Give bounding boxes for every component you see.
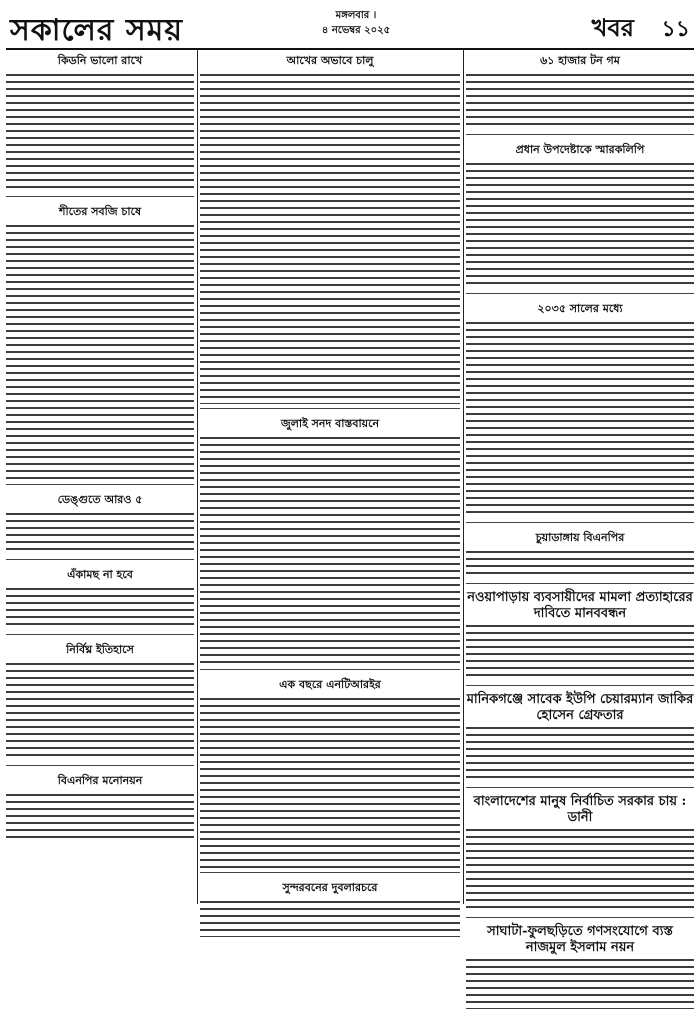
headline: জুলাই সনদ বাস্তবায়নে [280, 417, 380, 430]
headline: আখের অভাবে চালু [286, 54, 374, 67]
column-middle [200, 50, 460, 904]
headline: নওয়াপাড়ায় ব্যবসায়ীদের মামলা প্রত্যাহারের দাবিতে মানববন্ধন [467, 590, 693, 621]
article [200, 676, 460, 873]
article [200, 879, 460, 941]
body-text [466, 829, 694, 913]
column-left [6, 50, 194, 904]
body-text [466, 727, 694, 783]
body-text [466, 74, 694, 130]
article [6, 52, 194, 197]
section-title: খবর [591, 13, 634, 42]
headline: ডেঙ্গুতে আরও ৫ [57, 493, 143, 506]
article [200, 415, 460, 670]
headline: এঁকামছ না হবে [67, 568, 133, 581]
article [466, 590, 694, 686]
headline: ২০৩৫ সালের মধ্যে [537, 302, 623, 315]
body-text [466, 551, 694, 579]
body-text [200, 698, 460, 868]
masthead [6, 4, 694, 50]
headline: কিডনি ভালো রাখে [57, 54, 143, 67]
headline: সুন্দরবনের দুবলারচরে [282, 881, 378, 894]
article [6, 641, 194, 766]
body-text [6, 794, 194, 842]
body-text [200, 74, 460, 404]
headline: প্রধান উপদেষ্টাকে স্মারকলিপি [515, 143, 645, 156]
body-text [6, 663, 194, 761]
weekday: মঙ্গলবার । [335, 10, 377, 21]
article [466, 300, 694, 523]
article [200, 52, 460, 409]
article [466, 52, 694, 135]
body-text [466, 625, 694, 681]
article [466, 692, 694, 788]
article [6, 772, 194, 846]
body-text [466, 322, 694, 518]
headline: মানিকগঞ্জে সাবেক ইউপি চেয়ারম্যান জাকির হোসেন গ্রেফতার [466, 692, 694, 723]
headline: এক বছরে এনটিআরইর [279, 678, 381, 691]
headline: বিএনপির মনোনয়ন [57, 774, 143, 787]
article [6, 491, 194, 560]
column-rule [463, 50, 464, 904]
body-text [6, 588, 194, 630]
body-text [466, 959, 694, 1009]
article [6, 566, 194, 635]
column-right [466, 50, 694, 955]
headline: নির্বিঘ্ন ইতিহাসে [66, 643, 134, 656]
newspaper-logo: সকালের সময় [10, 13, 184, 48]
article [466, 924, 694, 1013]
headline: সাঘাটা-ফুলছড়িতে গণসংযোগে ব্যস্ত নাজমুল ইসলাম নয়ন [487, 924, 673, 955]
column-rule [197, 50, 198, 904]
body-text [6, 513, 194, 555]
issue-date: ৪ নভেম্বর ২০২৫ [321, 25, 391, 36]
headline: শীতের সবজি চাষে [58, 205, 142, 218]
article [466, 794, 694, 918]
page-number: ১১ [661, 17, 690, 42]
date-block [296, 8, 416, 38]
body-text [6, 225, 194, 480]
article [466, 529, 694, 584]
headline: চুয়াডাঙ্গায় বিএনপির [535, 531, 625, 544]
headline: ৬১ হাজার টন গম [540, 54, 620, 67]
body-text [200, 901, 460, 937]
body-text [6, 74, 194, 192]
headline: বাংলাদেশের মানুষ নির্বাচিত সরকার চায় : ডানী [473, 794, 687, 825]
article [466, 141, 694, 294]
article [6, 203, 194, 485]
body-text [200, 437, 460, 665]
body-text [466, 163, 694, 289]
